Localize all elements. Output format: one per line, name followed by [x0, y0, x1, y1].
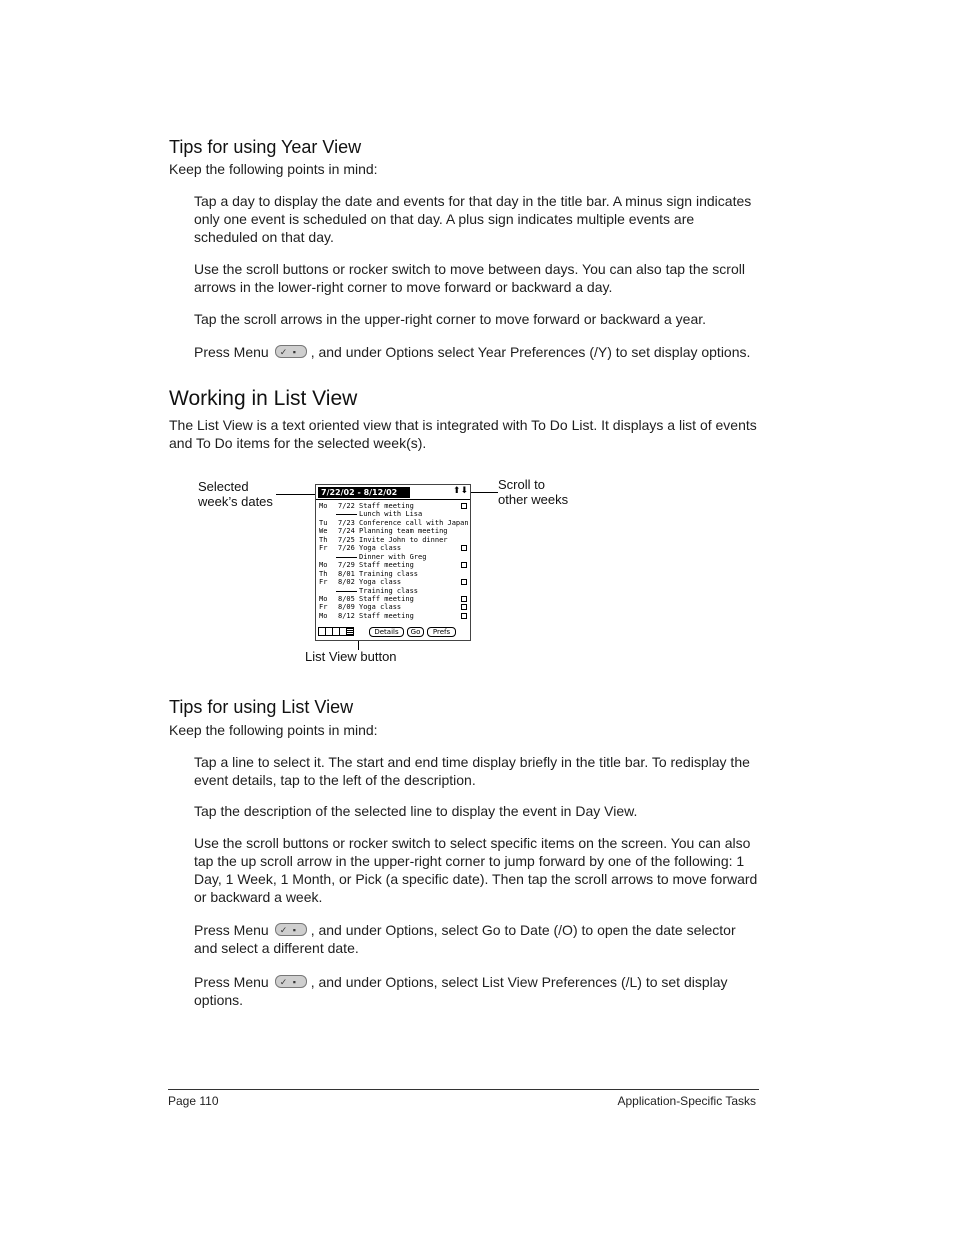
event-date: 7/23 [338, 518, 355, 527]
callout-line: week’s dates [198, 494, 273, 509]
event-day: Th [319, 569, 328, 578]
list-tips-heading: Tips for using List View [169, 697, 354, 717]
list-tip-3: Use the scroll buttons or rocker switch to select specific items on the screen. You can also tap the up scroll arrow in the upper-right corner to jump forward by one of the following: 1 Day, 1 Week, 1 Month, or Pick (a specific date). Then tap the scroll arrows to move forward or backward a week. [194, 835, 758, 905]
event-description[interactable]: Planning team meeting [359, 527, 448, 536]
year-tip-2: Use the scroll buttons or rocker switch to move between days. You can also tap the scroll arrows in the lower-right corner to move forward or backward a day. [194, 261, 745, 295]
details-button[interactable]: Details [369, 627, 404, 637]
note-icon[interactable] [461, 604, 467, 610]
screen-title: 7/22/02 - 8/12/02 [318, 487, 410, 498]
event-day: Th [319, 535, 328, 544]
list-tip-menu-1 [194, 921, 760, 957]
list-tip-menu-2 [194, 973, 760, 1009]
note-icon[interactable] [461, 562, 467, 568]
event-row[interactable] [316, 612, 470, 621]
menu-text-after: , and under Options select Year Preferences (/Y) to set display options. [310, 344, 751, 360]
title-divider [316, 499, 470, 500]
menu-text-after: , and under Options, select List View Preferences (/L) to set display options. [194, 974, 728, 1008]
year-tips-heading: Tips for using Year View [169, 137, 362, 157]
event-row[interactable] [316, 595, 470, 604]
menu-button-icon [275, 975, 307, 988]
event-description[interactable]: Yoga class [359, 603, 402, 612]
menu-button-icon [275, 923, 307, 936]
event-date: 8/02 [338, 578, 355, 587]
menu-text-after: , and under Options, select Go to Date (/O) to open the date selector and select a different date. [194, 922, 736, 956]
section-name: Application-Specific Tasks [617, 1094, 756, 1108]
event-description[interactable]: Training class [359, 569, 419, 578]
event-description[interactable]: Dinner with Greg [359, 552, 427, 561]
note-icon[interactable] [461, 503, 467, 509]
event-date: 8/05 [338, 594, 355, 603]
menu-text-before: Press Menu [194, 922, 269, 938]
event-row[interactable] [316, 578, 470, 587]
event-description[interactable]: Staff meeting [359, 594, 414, 603]
event-description[interactable]: Yoga class [359, 544, 402, 553]
callout-leader-dates [276, 494, 318, 495]
event-row[interactable] [316, 544, 470, 553]
menu-button-icon [275, 345, 307, 358]
event-day: Mo [319, 502, 328, 510]
note-icon[interactable] [461, 579, 467, 585]
event-description[interactable]: Yoga class [359, 578, 402, 587]
list-tips-intro: Keep the following points in mind: [169, 722, 378, 738]
event-day: Tu [319, 518, 328, 527]
year-tips-intro: Keep the following points in mind: [169, 161, 378, 177]
event-day: Fr [319, 544, 328, 553]
callout-scroll-weeks [498, 477, 568, 507]
event-date: 7/26 [338, 544, 355, 553]
event-date: 7/24 [338, 527, 355, 536]
event-description[interactable]: Staff meeting [359, 502, 414, 510]
event-day: Fr [319, 603, 328, 612]
year-tip-1: Tap a day to display the date and events for that day in the title bar. A minus sign indicates only one event is scheduled on that day. A plus sign indicates multiple events are scheduled on that day. [194, 193, 752, 245]
event-date: 8/12 [338, 611, 355, 620]
event-row[interactable] [316, 519, 470, 528]
event-day: Mo [319, 611, 328, 620]
event-row[interactable] [316, 527, 470, 536]
callout-selected-dates [198, 479, 273, 509]
event-description[interactable]: Lunch with Lisa [359, 510, 423, 519]
event-date: 8/01 [338, 569, 355, 578]
year-tip-menu [194, 343, 760, 361]
no-time-dash [336, 557, 357, 558]
list-view-heading: Working in List View [169, 387, 358, 410]
no-time-dash [336, 591, 357, 592]
callout-line: Scroll to [498, 477, 545, 492]
event-date: 7/22 [338, 502, 355, 510]
event-row[interactable] [316, 603, 470, 612]
list-view-button[interactable] [346, 627, 354, 636]
event-date: 8/09 [338, 603, 355, 612]
callout-leader-scroll [468, 492, 498, 493]
menu-text-before: Press Menu [194, 344, 269, 360]
list-view-screen [315, 484, 471, 641]
event-day: Fr [319, 578, 328, 587]
callout-line: other weeks [498, 492, 569, 507]
note-icon[interactable] [461, 545, 467, 551]
event-description[interactable]: Staff meeting [359, 611, 414, 620]
no-time-dash [336, 514, 357, 515]
event-row[interactable] [316, 502, 470, 511]
list-tip-1: Tap a line to select it. The start and end time display briefly in the title bar. To redisplay the event details, tap to the left of the description. [194, 754, 750, 788]
event-description[interactable]: Training class [359, 586, 419, 595]
event-day: We [319, 527, 328, 536]
event-row[interactable] [316, 553, 470, 562]
event-description[interactable]: Staff meeting [359, 561, 414, 570]
event-row[interactable] [316, 561, 470, 570]
go-button[interactable]: Go [407, 627, 424, 637]
event-date: 7/29 [338, 561, 355, 570]
note-icon[interactable] [461, 596, 467, 602]
event-description[interactable]: Invite John to dinner [359, 535, 448, 544]
prefs-button[interactable]: Prefs [427, 627, 456, 637]
footer-rule [168, 1089, 759, 1090]
event-description[interactable]: Conference call with Japan [359, 518, 469, 527]
event-date: 7/25 [338, 535, 355, 544]
event-day: Mo [319, 561, 328, 570]
scroll-arrows-icon[interactable]: ⬆⬇ [452, 486, 468, 496]
event-row[interactable] [316, 570, 470, 579]
list-view-body: The List View is a text oriented view that is integrated with To Do List. It displays a list of events and To Do items for the selected week(s). [169, 417, 757, 451]
event-day: Mo [319, 594, 328, 603]
callout-line: Selected [198, 479, 249, 494]
list-tip-2: Tap the description of the selected line to display the event in Day View. [194, 803, 638, 819]
event-row[interactable] [316, 536, 470, 545]
note-icon[interactable] [461, 613, 467, 619]
screen-toolbar [318, 627, 468, 638]
year-tip-3: Tap the scroll arrows in the upper-right corner to move forward or backward a year. [194, 311, 707, 327]
event-row[interactable] [316, 587, 470, 596]
callout-list-view-button: List View button [305, 649, 397, 664]
page-number: Page 110 [168, 1094, 219, 1108]
menu-text-before: Press Menu [194, 974, 269, 990]
event-row[interactable] [316, 510, 470, 519]
